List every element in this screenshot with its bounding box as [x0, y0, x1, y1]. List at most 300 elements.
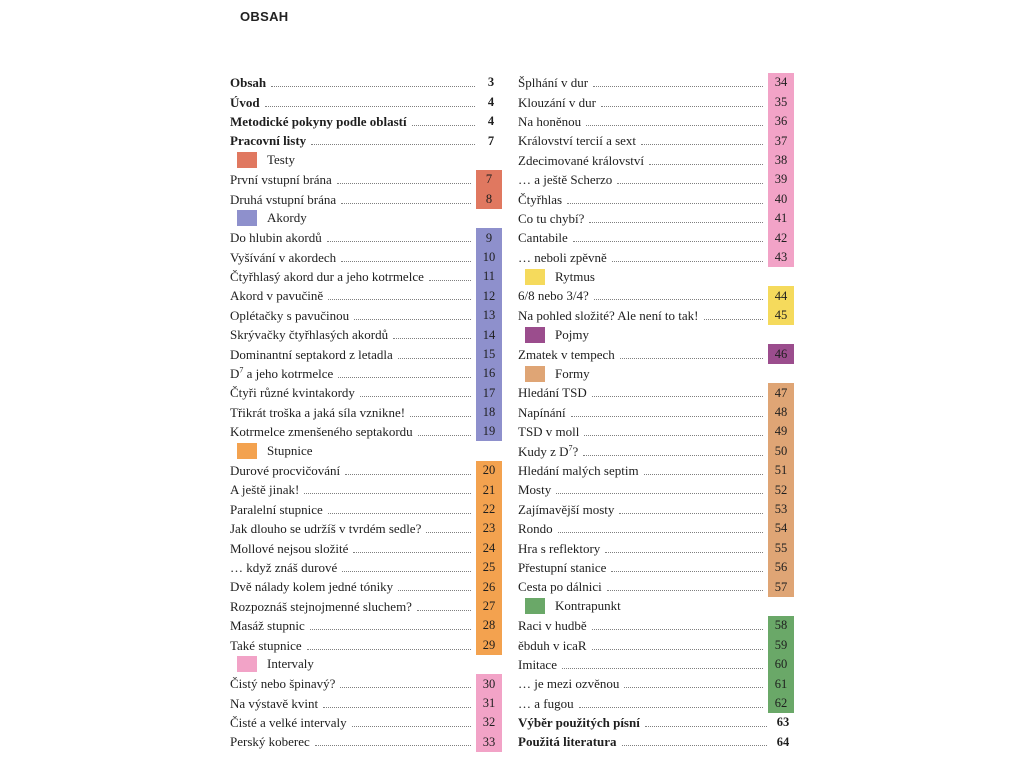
- toc-entry-title-text: … neboli zpěvně: [518, 249, 607, 265]
- toc-entry-title-text: Na pohled složité? Ale není to tak!: [518, 307, 699, 323]
- page-number: 52: [768, 480, 794, 499]
- dot-leader: [622, 745, 767, 746]
- page-number: 43: [768, 248, 794, 267]
- toc-entry-title-text: Dominantní septakord z letadla: [230, 346, 393, 362]
- toc-entry-title-text: Zmatek v tempech: [518, 346, 615, 362]
- toc-entry[interactable]: [230, 713, 502, 732]
- page-number: 3: [487, 75, 495, 90]
- dot-leader: [304, 493, 471, 494]
- toc-entry-title: [518, 677, 619, 690]
- dot-leader: [345, 474, 471, 475]
- toc-entry-title: [518, 639, 587, 652]
- page-number: 49: [768, 422, 794, 441]
- toc-entry[interactable]: [518, 403, 794, 422]
- page-number: 34: [768, 73, 794, 92]
- page-number: 46: [768, 344, 794, 363]
- dot-leader: [605, 552, 763, 553]
- toc-entry-title-text: Zdecimované království: [518, 152, 644, 168]
- toc-entry-title-text: Přestupní stanice: [518, 559, 607, 575]
- toc-entry-title-text: Úvod: [230, 94, 260, 110]
- toc-entry-title: [230, 193, 336, 206]
- toc-entry-title-text: Kotrmelce zmenšeného septakordu: [230, 424, 413, 440]
- dot-leader: [429, 280, 471, 281]
- page-number: 44: [768, 286, 794, 305]
- toc-entry-title: [230, 367, 333, 380]
- toc-entry[interactable]: [230, 112, 502, 131]
- dot-leader: [338, 377, 471, 378]
- toc-entry[interactable]: [518, 480, 794, 499]
- toc-entry-title-text: Čtyřhlas: [518, 191, 563, 207]
- page-number: 17: [476, 383, 502, 402]
- dot-leader: [418, 435, 471, 436]
- toc-entry-title: [230, 96, 260, 109]
- toc-entry-title: [230, 697, 318, 710]
- toc-entry[interactable]: [518, 519, 794, 538]
- toc-entry-title: [230, 289, 323, 302]
- toc-entry-title-text: D: [230, 366, 240, 382]
- page-number: 30: [476, 674, 502, 693]
- page-number: 62: [768, 694, 794, 713]
- dot-leader: [412, 125, 475, 126]
- dot-leader: [620, 358, 763, 359]
- page-number: 23: [476, 519, 502, 538]
- toc-entry[interactable]: [518, 209, 794, 228]
- dot-leader: [327, 241, 471, 242]
- toc-entry-title-text: Napínání: [518, 404, 566, 420]
- toc-entry[interactable]: [518, 732, 794, 751]
- toc-entry-title-text: ěbduh v icaR: [518, 637, 587, 653]
- dot-leader: [271, 86, 475, 87]
- toc-entry-title-text: Mosty: [518, 482, 552, 498]
- dot-leader: [398, 358, 471, 359]
- toc-entry-title: [230, 619, 305, 632]
- page-number: 10: [476, 248, 502, 267]
- toc-entry[interactable]: [518, 228, 794, 247]
- dot-leader: [579, 707, 763, 708]
- toc-entry-title: [518, 289, 589, 302]
- toc-entry-title-text: Imitace: [518, 656, 557, 672]
- toc-entry-title-text: … a ještě Scherzo: [518, 172, 613, 188]
- page-number: 15: [476, 344, 502, 363]
- toc-entry-title: [518, 580, 602, 593]
- page-number: 33: [476, 732, 502, 751]
- page-number: 61: [768, 674, 794, 693]
- toc-entry[interactable]: [230, 635, 502, 654]
- section-title: Pojmy: [555, 326, 589, 342]
- dot-leader: [310, 629, 471, 630]
- toc-entry-title-text: … je mezi ozvěnou: [518, 676, 620, 692]
- dot-leader: [393, 338, 471, 339]
- page-number: 11: [476, 267, 502, 286]
- dot-leader: [586, 125, 763, 126]
- toc-entry[interactable]: [518, 248, 794, 267]
- dot-leader: [410, 416, 471, 417]
- toc-entry[interactable]: [230, 577, 502, 596]
- toc-entry-title: [230, 716, 347, 729]
- toc-entry-title: [518, 716, 640, 729]
- toc-entry-title-text: Zajímavější mosty: [518, 501, 615, 517]
- toc-entry[interactable]: [518, 189, 794, 208]
- toc-entry-title-text: Rozpoznáš stejnojmenné sluchem?: [230, 598, 412, 614]
- page-number: 36: [768, 112, 794, 131]
- toc-entry-title-text: Výběr použitých písní: [518, 715, 640, 731]
- toc-entry-title: [230, 348, 393, 361]
- toc-entry[interactable]: [518, 616, 794, 635]
- toc-entry[interactable]: [518, 461, 794, 480]
- toc-entry-title-text: Klouzání v dur: [518, 94, 596, 110]
- dot-leader: [360, 396, 471, 397]
- toc-entry[interactable]: [518, 131, 794, 150]
- dot-leader: [556, 493, 763, 494]
- toc-entry[interactable]: [230, 519, 502, 538]
- superscript: 7: [568, 443, 573, 453]
- toc-left-column: [230, 73, 502, 752]
- toc-entry-title-text: Oplétačky s pavučinou: [230, 307, 350, 323]
- toc-entry-title-text: Masáž stupnic: [230, 618, 305, 634]
- toc-entry-title-rest: a jeho kotrmelce: [243, 366, 334, 382]
- toc-entry-title: [230, 677, 335, 690]
- toc-entry-title: [518, 735, 617, 748]
- toc-entry[interactable]: [518, 538, 794, 557]
- dot-leader: [584, 435, 763, 436]
- toc-entry-title-text: Do hlubin akordů: [230, 230, 322, 246]
- toc-entry-title-text: Druhá vstupní brána: [230, 191, 337, 207]
- page-number: 50: [768, 441, 794, 460]
- toc-entry[interactable]: [230, 189, 502, 208]
- toc-entry[interactable]: [230, 558, 502, 577]
- page-number: 24: [476, 538, 502, 557]
- toc-entry-title-text: Třikrát troška a jaká síla vznikne!: [230, 404, 406, 420]
- toc-entry-title: [518, 96, 596, 109]
- toc-entry-title-text: TSD v moll: [518, 424, 580, 440]
- dot-leader: [328, 513, 471, 514]
- toc-right-column: [518, 73, 794, 752]
- toc-entry[interactable]: [230, 597, 502, 616]
- toc-entry[interactable]: [230, 403, 502, 422]
- dot-leader: [594, 299, 763, 300]
- toc-entry-title: [518, 445, 578, 458]
- toc-entry[interactable]: [230, 616, 502, 635]
- toc-entry-title: [230, 639, 302, 652]
- toc-entry[interactable]: [518, 344, 794, 363]
- dot-leader: [417, 610, 471, 611]
- page-number: 51: [768, 461, 794, 480]
- toc-entry[interactable]: [518, 383, 794, 402]
- toc-entry-title: [518, 309, 699, 322]
- toc-entry-title: [518, 522, 553, 535]
- toc-entry-title-text: … když znáš durové: [230, 559, 338, 575]
- toc-entry-title-text: Cantabile: [518, 230, 568, 246]
- page-number: 55: [768, 538, 794, 557]
- toc-entry[interactable]: [230, 267, 502, 286]
- page-number: 19: [476, 422, 502, 441]
- toc-entry-title-text: Metodické pokyny podle oblastí: [230, 113, 407, 129]
- dot-leader: [341, 261, 471, 262]
- toc-entry[interactable]: [518, 713, 794, 732]
- toc-entry[interactable]: [230, 422, 502, 441]
- page-number: 12: [476, 286, 502, 305]
- toc-entry[interactable]: [230, 674, 502, 693]
- page-number: 8: [476, 189, 502, 208]
- toc-entry[interactable]: [230, 538, 502, 557]
- page-number: 4: [487, 94, 495, 109]
- page-number: 32: [476, 713, 502, 732]
- toc-entry-title: [230, 464, 340, 477]
- toc-entry[interactable]: [230, 480, 502, 499]
- dot-leader: [353, 552, 471, 553]
- toc-entry-title: [230, 134, 306, 147]
- page-number: 59: [768, 635, 794, 654]
- dot-leader: [624, 687, 763, 688]
- page-number: 48: [768, 403, 794, 422]
- dot-leader: [337, 183, 471, 184]
- toc-entry[interactable]: [230, 364, 502, 383]
- color-swatch-pojmy: [525, 327, 545, 343]
- dot-leader: [644, 474, 763, 475]
- dot-leader: [607, 590, 763, 591]
- section-heading-pojmy: [518, 325, 794, 344]
- toc-entry[interactable]: [230, 170, 502, 189]
- toc-entry-title: [518, 173, 612, 186]
- page-number: 56: [768, 558, 794, 577]
- toc-entry-title: [518, 503, 614, 516]
- dot-leader: [612, 261, 763, 262]
- toc-entry[interactable]: [518, 112, 794, 131]
- page-number: 40: [768, 189, 794, 208]
- section-heading-intervaly: [230, 655, 502, 674]
- toc-entry-title: [230, 580, 393, 593]
- color-swatch-formy: [525, 366, 545, 382]
- section-title: Formy: [555, 365, 590, 381]
- toc-entry[interactable]: [230, 383, 502, 402]
- toc-entry-title: [518, 231, 568, 244]
- dot-leader: [573, 241, 763, 242]
- toc-entry-title: [230, 600, 412, 613]
- dot-leader: [323, 707, 471, 708]
- toc-entry-title-text: Království tercií a sext: [518, 133, 637, 149]
- toc-entry[interactable]: [518, 635, 794, 654]
- page-number: 38: [768, 151, 794, 170]
- toc-entry-title: [230, 251, 336, 264]
- toc-entry-title: [230, 115, 407, 128]
- toc-entry-title: [518, 348, 615, 361]
- dot-leader: [340, 687, 471, 688]
- page-number: 58: [768, 616, 794, 635]
- dot-leader: [558, 532, 763, 533]
- toc-entry-title: [230, 76, 266, 89]
- page-number: 26: [476, 577, 502, 596]
- toc-entry-title-text: Skrývačky čtyřhlasých akordů: [230, 327, 389, 343]
- toc-entry-title: [230, 542, 348, 555]
- dot-leader: [641, 144, 763, 145]
- dot-leader: [265, 106, 475, 107]
- section-heading-testy: [230, 151, 502, 170]
- toc-entry[interactable]: [230, 131, 502, 150]
- toc-entry[interactable]: [518, 577, 794, 596]
- toc-entry-title-text: Použitá literatura: [518, 734, 617, 750]
- page-number: 54: [768, 519, 794, 538]
- toc-entry[interactable]: [230, 344, 502, 363]
- dot-leader: [704, 319, 763, 320]
- page-number: 25: [476, 558, 502, 577]
- color-swatch-kontrapunkt: [525, 598, 545, 614]
- toc-entry[interactable]: [518, 441, 794, 460]
- page-number: 20: [476, 461, 502, 480]
- color-swatch-intervaly: [237, 656, 257, 672]
- toc-entry[interactable]: [518, 170, 794, 189]
- toc-entry[interactable]: [518, 92, 794, 111]
- toc-entry-title: [518, 134, 636, 147]
- toc-entry-title: [518, 251, 607, 264]
- toc-entry-title: [230, 735, 310, 748]
- dot-leader: [592, 629, 763, 630]
- toc-entry-title-text: Dvě nálady kolem jedné tóniky: [230, 579, 394, 595]
- page-number: 7: [487, 133, 495, 148]
- toc-entry-title-text: Akord v pavučině: [230, 288, 324, 304]
- toc-entry-title: [230, 425, 413, 438]
- toc-entry[interactable]: [230, 306, 502, 325]
- dot-leader: [571, 416, 763, 417]
- page-number: 27: [476, 597, 502, 616]
- toc-entry-title: [230, 503, 323, 516]
- section-heading-kontrapunkt: [518, 597, 794, 616]
- toc-entry-title-text: Vyšívání v akordech: [230, 249, 337, 265]
- toc-entry[interactable]: [230, 694, 502, 713]
- dot-leader: [307, 649, 471, 650]
- section-title: Intervaly: [267, 656, 314, 672]
- page-number: 53: [768, 500, 794, 519]
- toc-entry-title-text: Na honěnou: [518, 113, 582, 129]
- toc-entry[interactable]: [230, 73, 502, 92]
- toc-entry-title: [518, 697, 574, 710]
- page-number: 60: [768, 655, 794, 674]
- toc-entry[interactable]: [230, 92, 502, 111]
- dot-leader: [567, 203, 763, 204]
- toc-entry-title: [518, 542, 600, 555]
- dot-leader: [328, 299, 471, 300]
- toc-entry-title-text: Jak dlouho se udržíš v tvrdém sedle?: [230, 521, 422, 537]
- dot-leader: [354, 319, 471, 320]
- color-swatch-testy: [237, 152, 257, 168]
- toc-entry-title: [518, 212, 584, 225]
- toc-entry[interactable]: [230, 248, 502, 267]
- page-number: 21: [476, 480, 502, 499]
- toc-entry-title: [518, 154, 644, 167]
- toc-entry[interactable]: [230, 732, 502, 751]
- toc-entry[interactable]: [230, 228, 502, 247]
- page-number: 42: [768, 228, 794, 247]
- dot-leader: [617, 183, 763, 184]
- page-number: 13: [476, 306, 502, 325]
- dot-leader: [342, 571, 471, 572]
- toc-entry-title: [230, 522, 421, 535]
- toc-entry[interactable]: [518, 306, 794, 325]
- page-number: 18: [476, 403, 502, 422]
- toc-entry-title-text: Paralelní stupnice: [230, 501, 323, 517]
- toc-entry-title-text: Hledání malých septim: [518, 463, 639, 478]
- dot-leader: [562, 668, 763, 669]
- page-number: 39: [768, 170, 794, 189]
- section-heading-stupnice: [230, 441, 502, 460]
- dot-leader: [583, 455, 763, 456]
- toc-entry-title-text: Rondo: [518, 521, 553, 537]
- page-number: 4: [487, 114, 495, 129]
- dot-leader: [311, 144, 475, 145]
- page-number: 57: [768, 577, 794, 596]
- page-number: 31: [476, 694, 502, 713]
- page-number: 29: [476, 635, 502, 654]
- section-heading-formy: [518, 364, 794, 383]
- toc-entry-title-text: … a fugou: [518, 695, 574, 711]
- toc-entry[interactable]: [518, 500, 794, 519]
- section-title: Testy: [267, 152, 295, 168]
- toc-entry-title: [518, 406, 566, 419]
- toc-entry[interactable]: [518, 73, 794, 92]
- toc-entry-title-text: Čisté a velké intervaly: [230, 715, 347, 731]
- toc-entry-title: [518, 425, 579, 438]
- page-number: 28: [476, 616, 502, 635]
- toc-entry[interactable]: [230, 325, 502, 344]
- page-number: 64: [776, 734, 790, 749]
- toc-entry[interactable]: [518, 151, 794, 170]
- toc-entry-title-text: 6/8 nebo 3/4?: [518, 288, 589, 304]
- dot-leader: [645, 726, 767, 727]
- toc-entry[interactable]: [518, 286, 794, 305]
- toc-entry-title-text: Čistý nebo špinavý?: [230, 676, 336, 692]
- toc-entry[interactable]: [230, 500, 502, 519]
- toc-entry-title-text: A ještě jinak!: [230, 482, 300, 498]
- toc-entry-title: [230, 270, 424, 283]
- toc-entry-title-text: Mollové nejsou složité: [230, 540, 349, 556]
- toc-entry[interactable]: [518, 674, 794, 693]
- dot-leader: [426, 532, 471, 533]
- toc-entry[interactable]: [518, 694, 794, 713]
- superscript: 7: [239, 365, 244, 375]
- toc-entry[interactable]: [518, 558, 794, 577]
- dot-leader: [611, 571, 763, 572]
- page-number: 41: [768, 209, 794, 228]
- toc-entry[interactable]: [518, 422, 794, 441]
- toc-entry-title-text: První vstupní brána: [230, 172, 332, 188]
- toc-entry[interactable]: [230, 461, 502, 480]
- toc-entry-title: [518, 483, 551, 496]
- toc-entry-title-text: Durové procvičování: [230, 463, 341, 478]
- dot-leader: [601, 106, 763, 107]
- toc-entry-title-text: Čtyřhlasý akord dur a jeho kotrmelce: [230, 269, 424, 285]
- section-title: Akordy: [267, 210, 307, 226]
- toc-entry-title: [230, 328, 388, 341]
- toc-entry[interactable]: [230, 286, 502, 305]
- toc-entry-title-text: Cesta po dálnici: [518, 579, 602, 595]
- toc-entry[interactable]: [518, 655, 794, 674]
- toc-entry-title: [518, 464, 639, 477]
- toc-entry-title-text: Co tu chybí?: [518, 210, 585, 226]
- page-number: 22: [476, 500, 502, 519]
- toc-entry-title: [230, 309, 349, 322]
- dot-leader: [589, 222, 763, 223]
- section-heading-rytmus: [518, 267, 794, 286]
- toc-entry-title: [230, 561, 337, 574]
- dot-leader: [398, 590, 471, 591]
- toc-entry-title-text: Raci v hudbě: [518, 618, 587, 634]
- toc-entry-title-text: Šplhání v dur: [518, 75, 589, 91]
- color-swatch-akordy: [237, 210, 257, 226]
- toc-entry-title: [518, 76, 588, 89]
- dot-leader: [592, 649, 763, 650]
- section-title: Stupnice: [267, 443, 313, 459]
- toc-entry-title: [518, 386, 587, 399]
- toc-entry-title: [230, 483, 299, 496]
